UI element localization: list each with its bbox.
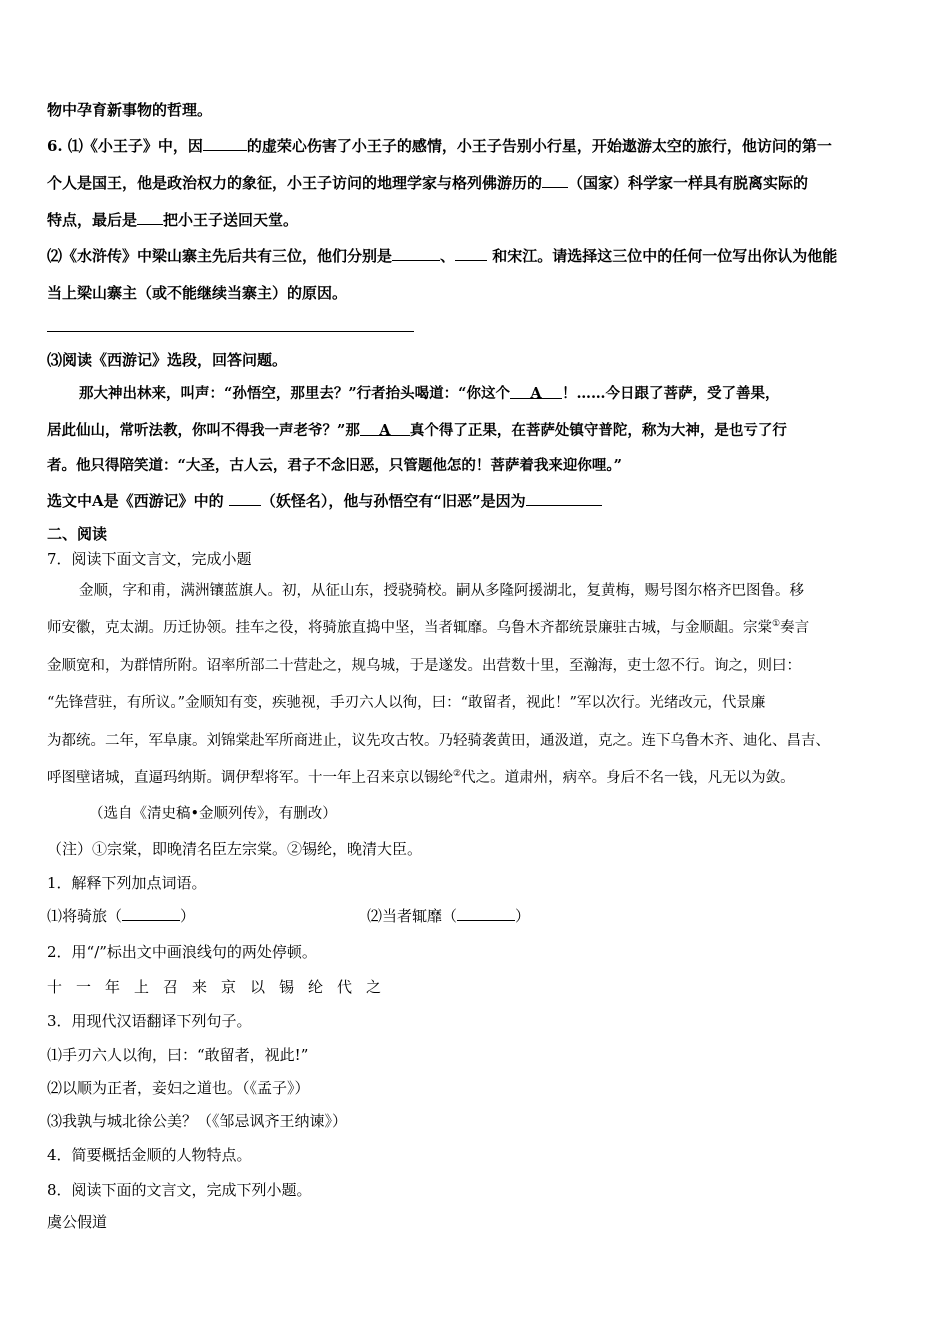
answer-blank-a: A — [360, 420, 410, 436]
q8-title: 8．阅读下面的文言文，完成下列小题。 — [47, 1181, 312, 1199]
sub1-items: ⑴将骑旅（ ） — [47, 907, 196, 925]
answer-line[interactable] — [47, 331, 414, 332]
answer-blank[interactable] — [457, 905, 515, 921]
note-mark: ① — [772, 619, 781, 630]
answer-blank[interactable] — [542, 172, 568, 188]
q6-part1-line2: 个人是国王，他是政治权力的象征，小王子访问的地理学家与格列佛游历的 （国家）科学家一样具有脱离实际的 — [47, 174, 809, 192]
q6-part1-line3: 特点，最后是 把小王子送回天堂。 — [47, 211, 299, 229]
q6-part3-title: ⑶阅读《西游记》选段，回答问题。 — [47, 351, 288, 369]
passage-line2: 师安徽，克太湖。历迁协领。挂车之役，将骑旅直捣中坚，当者辄靡。乌鲁木齐都统景廉驻古城，与金顺龃。宗棠①奏言 — [47, 619, 810, 636]
sub3-item2: ⑵以顺为正者，妾妇之道也。（《孟子》） — [47, 1079, 310, 1097]
passage-line1: 金顺，字和甫，满洲镶蓝旗人。初，从征山东，授骁骑校。嗣从多隆阿援湖北，复黄梅，赐号图尔格齐巴图鲁。移 — [79, 583, 804, 599]
quote-line1: 那大神出林来，叫声：“孙悟空，那里去？”行者抬头喝道：“你这个 A ！……今日跟了菩萨，受了善果， — [79, 385, 780, 402]
section-heading: 二、阅读 — [47, 525, 108, 543]
continuation-line: 物中孕育新事物的哲理。 — [47, 101, 213, 119]
q7-title: 7．阅读下面文言文，完成小题 — [47, 550, 252, 568]
sub1-item-b: ⑵当者辄靡（ ） — [367, 907, 531, 925]
passage-line4: “先锋营驻，有所议。”金顺知有变，疾驰视，手刃六人以徇，曰：“敢留者，视此！”军以次行。光绪改元，代景廉 — [47, 695, 766, 711]
answer-blank[interactable] — [122, 905, 180, 921]
quote-line2: 居此仙山，常听法教，你叫不得我一声老爷？”那 A 真个得了正果，在菩萨处镇守普陀，称为大神，是也亏了行 — [47, 422, 787, 439]
sub3-item1: ⑴手刃六人以徇，曰：“敢留者，视此!” — [47, 1046, 309, 1064]
note-mark: ② — [453, 769, 462, 780]
q8-passage-title: 虞公假道 — [47, 1213, 108, 1231]
quote-line3: 者。他只得陪笑道：“大圣，古人云，君子不念旧恶，只管题他怎的！菩萨着我来迎你哩。” — [47, 457, 622, 474]
passage-line3: 金顺宽和，为群情所附。诏率所部二十营赴之，规乌城，于是遂发。出营数十里，至瀚海，吏士忽不行。询之，则曰： — [47, 658, 801, 674]
q6-part2-line2: 当上梁山寨主（或不能继续当寨主）的原因。 — [47, 284, 348, 302]
q6-part2-line1: ⑵《水浒传》中梁山寨主先后共有三位，他们分别是 、 和宋江。请选择这三位中的任何一位写出你认为他能 — [47, 247, 838, 265]
sub4-title: 4．简要概括金顺的人物特点。 — [47, 1146, 252, 1164]
sub3-title: 3．用现代汉语翻译下列句子。 — [47, 1012, 252, 1030]
answer-blank[interactable] — [229, 490, 261, 506]
q6-part1-line1: 6. ⑴《小王子》中，因 的虚荣心伤害了小王子的感情，小王子告别小行星，开始遨游太空的旅行，他访问的第一 — [47, 137, 832, 155]
sub1-title: 1．解释下列加点词语。 — [47, 874, 207, 892]
sub2-title: 2．用“/”标出文中画浪线句的两处停顿。 — [47, 943, 317, 961]
answer-blank[interactable] — [392, 245, 440, 261]
sub3-item3: ⑶我孰与城北徐公美？（《邹忌讽齐王纳谏》） — [47, 1112, 348, 1130]
answer-blank[interactable] — [203, 135, 247, 151]
passage-line6: 呼图壁诸城，直逼玛纳斯。调伊犁将军。十一年上召来京以锡纶②代之。道肃州，病卒。身后不名一钱，凡无以为敛。 — [47, 769, 795, 786]
passage-line5: 为都统。二年，军阜康。刘锦棠赴军所商进止，议先攻古牧。乃轻骑袭黄田，通汲道，克之。连下乌鲁木齐、迪化、昌吉、 — [47, 733, 830, 749]
sub2-sentence: 十一年上召来京以锡纶代之 — [47, 978, 396, 996]
q6-part3-question: 选文中A是《西游记》中的 （妖怪名），他与孙悟空有“旧恶”是因为 — [47, 490, 907, 512]
passage-notes: （注）①宗棠，即晚清名臣左宗棠。②锡纶，晚清大臣。 — [47, 840, 423, 858]
answer-blank[interactable] — [137, 209, 163, 225]
answer-blank[interactable] — [526, 490, 602, 506]
answer-blank-a: A — [510, 383, 562, 399]
passage-source: （选自《清史稿•金顺列传》，有删改） — [89, 806, 337, 822]
answer-blank[interactable] — [455, 245, 487, 261]
